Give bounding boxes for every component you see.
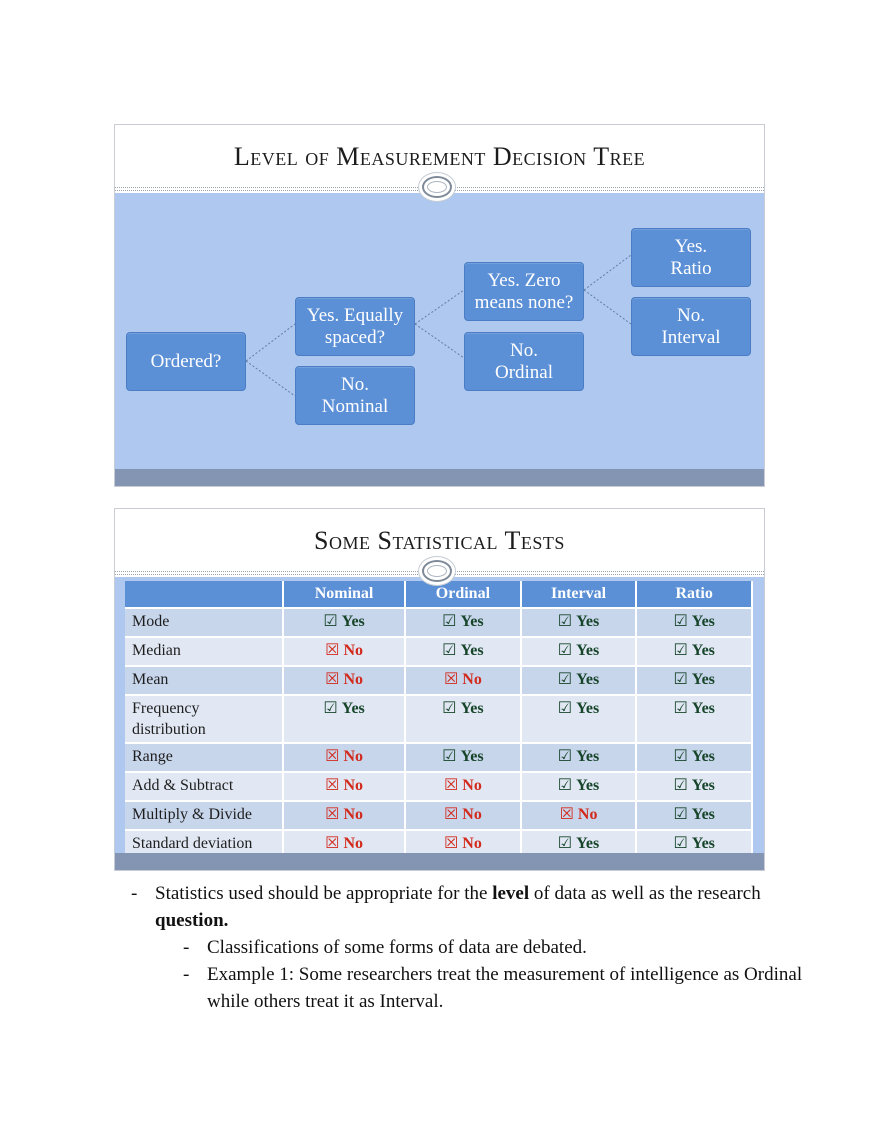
- checkbox-checked-icon: ☑: [442, 748, 457, 765]
- checkbox-crossed-icon: ☒: [443, 835, 459, 852]
- cell-value: Yes: [341, 700, 365, 717]
- checkbox-crossed-icon: ☒: [559, 806, 574, 823]
- connector-line: [415, 324, 464, 358]
- header-cell: Ordinal: [405, 581, 521, 608]
- checkbox-checked-icon: ☑: [557, 835, 573, 852]
- checkbox-checked-icon: ☑: [673, 748, 688, 765]
- row-label: Median: [125, 637, 283, 666]
- checkbox-checked-icon: ☑: [323, 700, 338, 717]
- checkbox-crossed-icon: ☒: [325, 642, 340, 659]
- no-cell: [283, 772, 405, 801]
- row-label: Mean: [125, 666, 283, 695]
- slide-title: Level of Measurement Decision Tree: [233, 142, 646, 171]
- header-cell: Interval: [521, 581, 637, 608]
- cell-value: No: [343, 835, 363, 852]
- bullet-text: of data as well as the research: [529, 883, 761, 904]
- checkbox-checked-icon: ☑: [557, 777, 573, 794]
- checkbox-crossed-icon: ☒: [325, 748, 340, 765]
- no-cell: [283, 637, 405, 666]
- statistical-tests-slide: [114, 508, 765, 871]
- cell-value: Yes: [341, 613, 365, 630]
- cell-value: No: [462, 671, 482, 688]
- checkbox-crossed-icon: ☒: [443, 671, 459, 688]
- no-cell: [405, 801, 521, 830]
- cell-value: Yes: [576, 642, 600, 659]
- table-row: [125, 637, 752, 666]
- table-row: [125, 608, 752, 637]
- yes-cell: [283, 608, 405, 637]
- yes-cell: [405, 608, 521, 637]
- cell-value: Yes: [576, 613, 600, 630]
- cell-value: No: [343, 642, 363, 659]
- checkbox-checked-icon: ☑: [673, 806, 688, 823]
- node-interval: No. Interval: [631, 297, 751, 356]
- yes-cell: [521, 666, 637, 695]
- checkbox-checked-icon: ☑: [673, 700, 688, 717]
- checkbox-checked-icon: ☑: [557, 642, 573, 659]
- checkbox-crossed-icon: ☒: [325, 671, 340, 688]
- header-cell: [125, 581, 283, 608]
- row-label: Add & Subtract: [125, 772, 283, 801]
- row-label: Mode: [125, 608, 283, 637]
- cell-value: Yes: [691, 700, 715, 717]
- checkbox-checked-icon: ☑: [673, 613, 688, 630]
- checkbox-checked-icon: ☑: [673, 777, 688, 794]
- connector-line: [584, 255, 631, 290]
- cell-value: No: [577, 806, 598, 823]
- sub-bullet-text: Classifications of some forms of data are debated.: [207, 937, 587, 958]
- checkbox-crossed-icon: ☒: [443, 806, 459, 823]
- cell-value: Yes: [576, 748, 600, 765]
- connector-line: [584, 290, 631, 324]
- yes-cell: [636, 695, 752, 743]
- yes-cell: [521, 608, 637, 637]
- yes-cell: [283, 695, 405, 743]
- checkbox-crossed-icon: ☒: [325, 806, 340, 823]
- row-label: Frequency distribution: [125, 695, 283, 743]
- cell-value: Yes: [460, 642, 484, 659]
- cell-value: Yes: [576, 835, 600, 852]
- no-cell: [405, 666, 521, 695]
- decision-tree-slide: [114, 124, 765, 487]
- checkbox-checked-icon: ☑: [673, 835, 688, 852]
- table-header-row: [125, 581, 752, 608]
- checkbox-checked-icon: ☑: [557, 748, 573, 765]
- cell-value: Yes: [691, 671, 715, 688]
- bullet-item: [131, 880, 811, 934]
- slide-title: Some Statistical Tests: [314, 526, 565, 555]
- table-row: [125, 695, 752, 743]
- yes-cell: [405, 695, 521, 743]
- bullet-text: Statistics used should be appropriate for the: [155, 883, 493, 904]
- yes-cell: [521, 772, 637, 801]
- notes: [131, 880, 811, 1015]
- cell-value: Yes: [460, 748, 484, 765]
- sub-bullet-item: [131, 961, 811, 1015]
- no-cell: [283, 666, 405, 695]
- cell-value: No: [462, 777, 482, 794]
- bullet-bold: question.: [155, 910, 229, 931]
- cell-value: Yes: [460, 700, 484, 717]
- connector-line: [246, 361, 295, 396]
- checkbox-checked-icon: ☑: [673, 671, 688, 688]
- yes-cell: [636, 801, 752, 830]
- statistical-tests-table: [125, 581, 753, 858]
- bullet-dash: -: [131, 883, 138, 904]
- cell-value: Yes: [691, 806, 715, 823]
- table-row: [125, 666, 752, 695]
- checkbox-crossed-icon: ☒: [325, 777, 340, 794]
- node-nominal: No. Nominal: [295, 366, 415, 425]
- yes-cell: [521, 743, 637, 772]
- yes-cell: [636, 743, 752, 772]
- sub-bullet-text: Example 1: Some researchers treat the measurement of intelligence as Ordinal while others treat it as Interval.: [207, 964, 803, 1012]
- checkbox-checked-icon: ☑: [557, 671, 573, 688]
- header-cell: Nominal: [283, 581, 405, 608]
- row-label: Multiply & Divide: [125, 801, 283, 830]
- yes-cell: [636, 608, 752, 637]
- cell-value: Yes: [691, 613, 715, 630]
- checkbox-checked-icon: ☑: [673, 642, 688, 659]
- no-cell: [521, 801, 637, 830]
- header-cell: Ratio: [636, 581, 752, 608]
- cell-value: No: [343, 671, 363, 688]
- cell-value: Yes: [576, 671, 600, 688]
- node-ratio: Yes. Ratio: [631, 228, 751, 287]
- checkbox-checked-icon: ☑: [442, 642, 457, 659]
- connector-line: [246, 324, 295, 361]
- row-label: Range: [125, 743, 283, 772]
- connector-line: [415, 290, 464, 324]
- cell-value: Yes: [460, 613, 484, 630]
- cell-value: No: [343, 806, 363, 823]
- no-cell: [405, 772, 521, 801]
- cell-value: No: [462, 806, 482, 823]
- checkbox-checked-icon: ☑: [442, 613, 457, 630]
- sub-bullet-item: [131, 934, 811, 961]
- bullet-dash: -: [183, 964, 190, 985]
- cell-value: No: [462, 835, 482, 852]
- no-cell: [283, 801, 405, 830]
- yes-cell: [636, 772, 752, 801]
- checkbox-checked-icon: ☑: [323, 613, 338, 630]
- slide-footer: [115, 469, 764, 486]
- slide-body: [115, 193, 764, 471]
- cell-value: Yes: [576, 700, 600, 717]
- table-row: [125, 743, 752, 772]
- cell-value: No: [343, 748, 363, 765]
- table-row: [125, 801, 752, 830]
- cell-value: Yes: [691, 748, 715, 765]
- bullet-bold: level: [492, 883, 530, 904]
- bullet-dash: -: [183, 937, 190, 958]
- node-zero-means-none: Yes. Zero means none?: [464, 262, 584, 321]
- row-label: Standard deviation: [125, 830, 283, 858]
- yes-cell: [636, 637, 752, 666]
- checkbox-checked-icon: ☑: [557, 613, 573, 630]
- no-cell: [283, 743, 405, 772]
- yes-cell: [521, 637, 637, 666]
- checkbox-crossed-icon: ☒: [443, 777, 459, 794]
- yes-cell: [636, 666, 752, 695]
- checkbox-checked-icon: ☑: [442, 700, 457, 717]
- ring-ornament: [422, 176, 452, 198]
- ring-ornament: [422, 560, 452, 582]
- yes-cell: [405, 743, 521, 772]
- cell-value: No: [343, 777, 363, 794]
- table-row: [125, 772, 752, 801]
- cell-value: Yes: [691, 835, 715, 852]
- yes-cell: [521, 695, 637, 743]
- node-equally-spaced: Yes. Equally spaced?: [295, 297, 415, 356]
- yes-cell: [405, 637, 521, 666]
- cell-value: Yes: [691, 777, 715, 794]
- checkbox-checked-icon: ☑: [557, 700, 573, 717]
- node-ordered: Ordered?: [126, 332, 246, 391]
- cell-value: Yes: [691, 642, 715, 659]
- slide-footer: [115, 853, 764, 870]
- checkbox-crossed-icon: ☒: [325, 835, 340, 852]
- node-ordinal: No. Ordinal: [464, 332, 584, 391]
- cell-value: Yes: [576, 777, 600, 794]
